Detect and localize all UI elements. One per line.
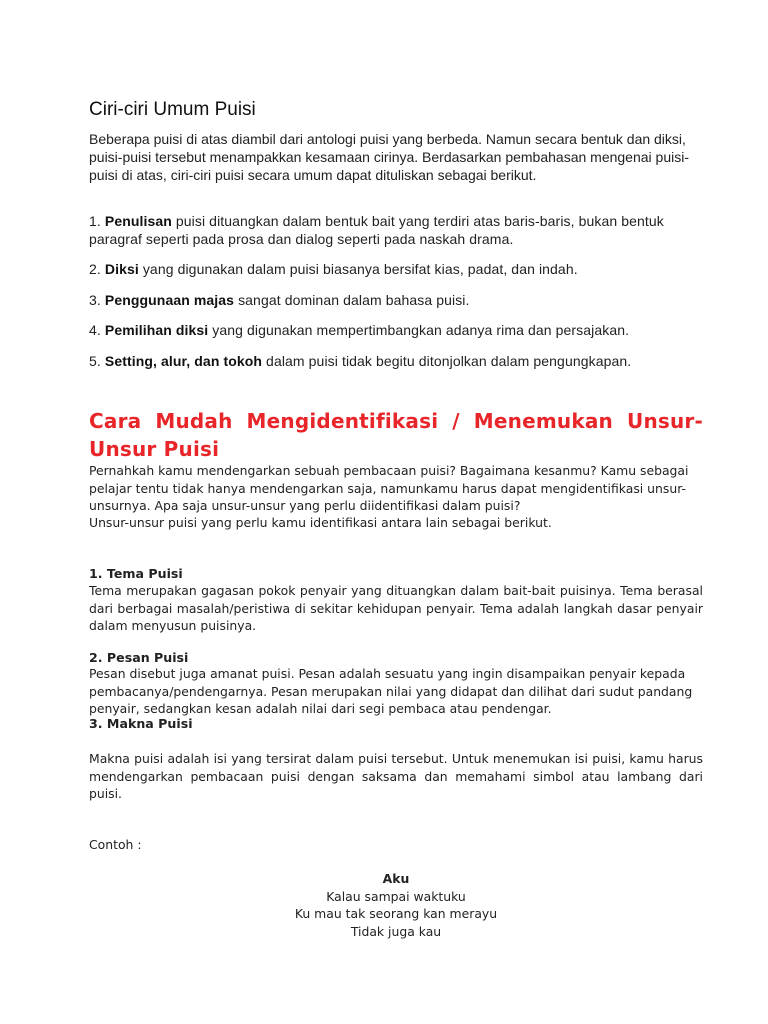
subsection-body: Pesan disebut juga amanat puisi. Pesan adalah sesuatu yang ingin disampaikan penyair kepada pembacanya/pendengarnya. Pesan merupakan nilai yang didapat dan dilihat dari sudut pandang penyair, sedangkan kesan adalah nilai dari segi pembaca atau pendengar. xyxy=(89,666,693,716)
poem-line: Kalau sampai waktuku xyxy=(326,888,466,904)
list-item: 2. Diksi yang digunakan dalam puisi biasanya bersifat kias, padat, dan indah. xyxy=(89,261,578,277)
subsection-title: 3. Makna Puisi xyxy=(89,716,193,731)
intro-paragraph: Unsur-unsur puisi yang perlu kamu identifikasi antara lain sebagai berikut. xyxy=(89,515,552,530)
list-item: 3. Penggunaan majas sangat dominan dalam bahasa puisi. xyxy=(89,292,470,308)
section-heading-red: Cara Mudah Mengidentifikasi / Menemukan Unsur-Unsur Puisi xyxy=(89,409,703,461)
subsection-title: 2. Pesan Puisi xyxy=(89,650,189,665)
list-item: 1. Penulisan puisi dituangkan dalam bentuk bait yang terdiri atas baris-baris, bukan bentuk paragraf seperti pada prosa dan dialog seperti pada naskah drama. xyxy=(89,213,664,247)
poem-line: Tidak juga kau xyxy=(350,923,442,939)
poem xyxy=(89,870,703,940)
subsection-body: Makna puisi adalah isi yang tersirat dalam puisi tersebut. Untuk menemukan isi puisi, kamu harus mendengarkan pembacaan puisi dengan saksama dan memahami simbol atau lambang dari puisi. xyxy=(89,751,703,801)
poem-line: Ku mau tak seorang kan merayu xyxy=(294,906,498,921)
list-item: 4. Pemilihan diksi yang digunakan mempertimbangkan adanya rima dan persajakan. xyxy=(89,322,630,338)
example-label: Contoh : xyxy=(89,837,142,852)
poem-title: Aku xyxy=(382,871,410,886)
subsection-title: 1. Tema Puisi xyxy=(89,566,183,581)
list-item: 5. Setting, alur, dan tokoh dalam puisi tidak begitu ditonjolkan dalam pengungkapan. xyxy=(89,353,632,369)
subsection-body: Tema merupakan gagasan pokok penyair yang dituangkan dalam bait-bait puisinya. Tema berasal dari berbagai masalah/peristiwa di sekitar kehidupan penyair. Tema adalah langkah dasar penyair dalam menyusun puisinya. xyxy=(89,583,703,633)
intro-paragraph: Beberapa puisi di atas diambil dari antologi puisi yang berbeda. Namun secara bentuk dan diksi, puisi-puisi tersebut menampakkan kesamaan cirinya. Berdasarkan pembahasan mengenai puisi-puisi di atas, ciri-ciri puisi secara umum dapat dituliskan sebagai berikut. xyxy=(89,131,689,183)
section-heading: Ciri-ciri Umum Puisi xyxy=(89,99,256,120)
intro-paragraph: Pernahkah kamu mendengarkan sebuah pembacaan puisi? Bagaimana kesanmu? Kamu sebagai pelajar tentu tidak hanya mendengarkan saja, namunkamu harus dapat mengidentifikasi unsur-unsurnya. Apa saja unsur-unsur yang perlu diidentifikasi dalam puisi? xyxy=(89,463,689,513)
